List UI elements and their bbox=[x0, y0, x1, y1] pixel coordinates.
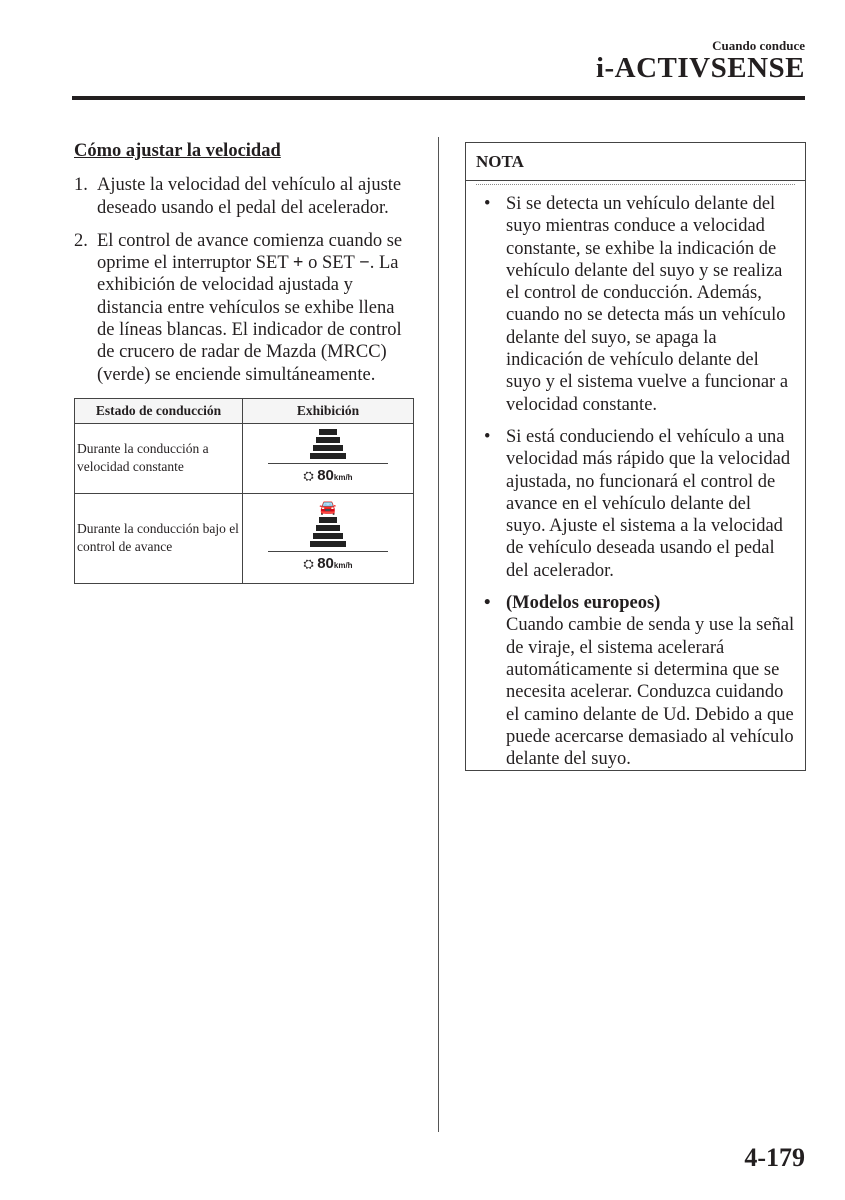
display-cell bbox=[243, 423, 414, 493]
bullet: • bbox=[484, 194, 491, 214]
set-speed: 80km/h bbox=[317, 555, 353, 573]
note-text: Cuando cambie de senda y use la señal de viraje, el sistema acelerará automáticamente si determina que se necesita acelerar. Conduzca cuidando el camino delante de Ud. Debido a que puede acercarse demasiado al vehículo delante del suyo. bbox=[506, 615, 795, 770]
col-header: Exhibición bbox=[243, 398, 414, 423]
section-label: Cuando conduce bbox=[712, 38, 805, 53]
step-1 bbox=[74, 174, 416, 219]
bullet: • bbox=[484, 593, 491, 614]
note-item bbox=[476, 193, 795, 416]
distance-bars-icon bbox=[244, 517, 412, 547]
table-row bbox=[75, 493, 414, 583]
note-title: NOTA bbox=[466, 143, 805, 181]
step-text: Ajuste la velocidad del vehículo al ajuste deseado usando el pedal del acelerador. bbox=[97, 175, 402, 218]
note-box bbox=[465, 142, 806, 771]
set-speed: 80km/h bbox=[317, 467, 353, 485]
page-number: 4-179 bbox=[744, 1143, 805, 1172]
vehicle-ahead-icon: 🚘 bbox=[319, 501, 337, 517]
left-column bbox=[74, 140, 416, 584]
step-number: 2. bbox=[74, 230, 88, 251]
header-rule bbox=[72, 96, 805, 100]
bullet: • bbox=[484, 426, 491, 447]
col-header: Estado de conducción bbox=[75, 398, 243, 423]
chapter-title: i-ACTIVSENSE bbox=[595, 52, 805, 84]
table-row bbox=[75, 423, 414, 493]
step-text bbox=[97, 230, 416, 386]
display-cell bbox=[243, 493, 414, 583]
set-minus-icon: − bbox=[359, 253, 370, 274]
step-number: 1. bbox=[74, 175, 88, 196]
set-plus-icon: + bbox=[292, 253, 304, 274]
step-text-b: o SET bbox=[308, 253, 355, 274]
step-text-c: . La exhibición de velocidad ajustada y distancia entre vehículos se exhibe llena de líneas blancas. El indicador de control de crucero de radar de Mazda (MRCC) (verde) se enciende simultáneamente. bbox=[97, 253, 402, 385]
state-cell: Durante la conducción bajo el control de avance bbox=[75, 493, 243, 583]
step-2 bbox=[74, 230, 416, 386]
display-table bbox=[74, 398, 414, 584]
note-text: Si está conduciendo el vehículo a una velocidad más rápido que la velocidad ajustada, no funcionará el control de avance en el vehículo delante del suyo. Ajuste el sistema a la velocidad de vehículo deseada usando el pedal del acelerador. bbox=[506, 426, 791, 581]
note-item bbox=[476, 592, 795, 770]
column-divider bbox=[438, 137, 439, 1132]
step-text-a: El control de avance comienza cuando se oprime el interruptor SET bbox=[97, 230, 403, 274]
note-text: Si se detecta un vehículo delante del suyo mientras conduce a velocidad constante, se exhibe la indicación de vehículo delante del suyo y se realiza el control de conducción. Además, cuando no se detecta más un vehículo delante del suyo, se apaga la indicación de vehículo delante del suyo y el sistema vuelve a funcionar a velocidad constante. bbox=[506, 194, 789, 415]
note-item-heading: (Modelos europeos) bbox=[506, 593, 661, 614]
distance-bars-icon bbox=[244, 429, 412, 459]
note-item bbox=[476, 426, 795, 582]
state-cell: Durante la conducción a velocidad constante bbox=[75, 423, 243, 493]
mrcc-icon: ⛭ bbox=[303, 468, 314, 484]
mrcc-icon: ⛭ bbox=[303, 556, 314, 572]
section-heading: Cómo ajustar la velocidad bbox=[74, 141, 281, 161]
